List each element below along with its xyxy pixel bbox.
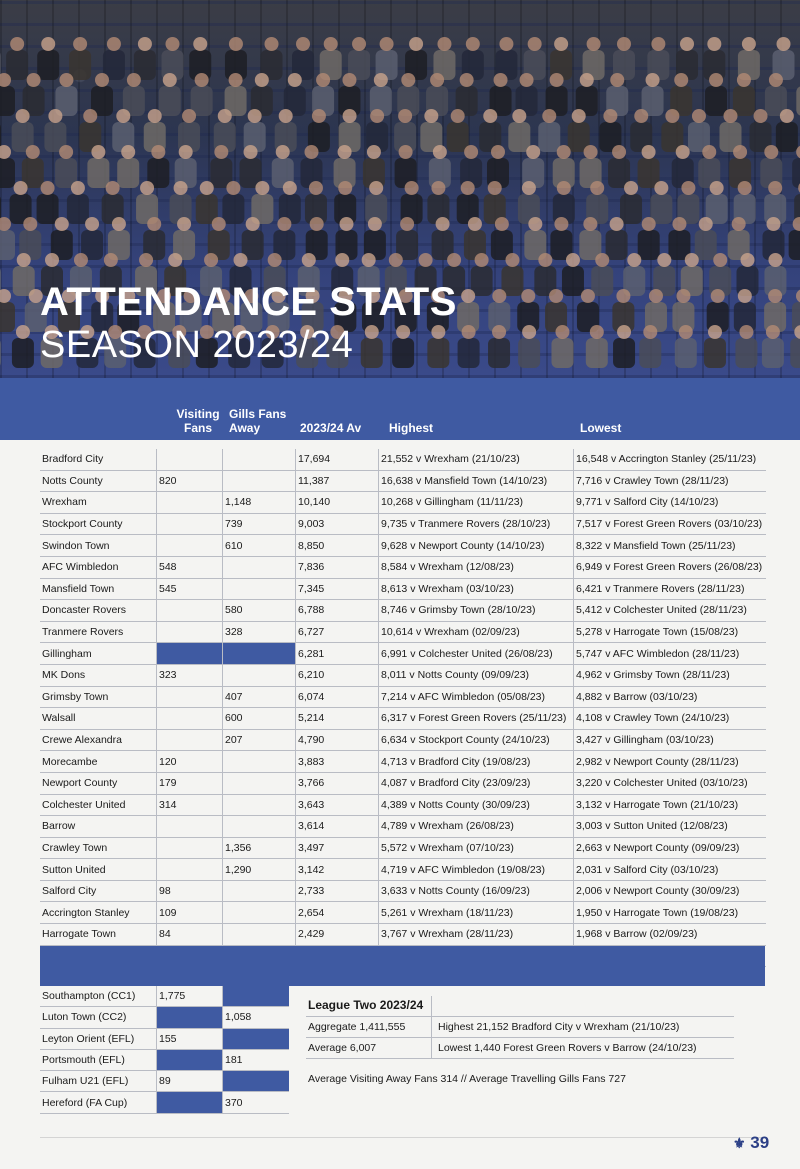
lowest-attendance-cell: 9,771 v Salford City (14/10/23) (574, 492, 767, 514)
highest-attendance-cell: 8,584 v Wrexham (12/08/23) (379, 556, 574, 578)
club-name-cell: Crewe Alexandra (40, 729, 157, 751)
highest-attendance-cell: 4,789 v Wrexham (26/08/23) (379, 816, 574, 838)
visiting-fans-cell (157, 729, 223, 751)
visiting-fans-cell: 548 (157, 556, 223, 578)
visiting-fans-cell: 109 (157, 902, 223, 924)
lowest-attendance-cell: 16,548 v Accrington Stanley (25/11/23) (574, 449, 767, 470)
header-lowest: Lowest (580, 421, 622, 435)
highest-attendance-cell: 9,735 v Tranmere Rovers (28/10/23) (379, 513, 574, 535)
table-row (40, 816, 766, 838)
visiting-fans-cell (157, 816, 223, 838)
table-row (40, 492, 766, 514)
summary-rule (306, 1016, 734, 1017)
season-average-cell: 2,733 (296, 880, 379, 902)
highest-attendance-cell: 10,614 v Wrexham (02/09/23) (379, 621, 574, 643)
visiting-fans-cell: 1,775 (157, 986, 223, 1007)
club-crest-icon: ⚜ (733, 1135, 746, 1151)
visiting-fans-cell (157, 621, 223, 643)
season-average-cell: 3,766 (296, 772, 379, 794)
lowest-attendance-cell: 3,003 v Sutton United (12/08/23) (574, 816, 767, 838)
league-attendance-table (40, 449, 766, 967)
season-average-cell: 6,727 (296, 621, 379, 643)
gills-fans-away-cell: 600 (223, 708, 296, 730)
season-average-cell: 2,429 (296, 924, 379, 946)
table-row (40, 600, 766, 622)
summary-rule (306, 1058, 734, 1059)
visiting-fans-cell: 84 (157, 924, 223, 946)
season-average-cell: 11,387 (296, 470, 379, 492)
lowest-attendance-cell: 3,220 v Colchester United (03/10/23) (574, 772, 767, 794)
gills-fans-away-cell (223, 816, 296, 838)
season-average-cell: 7,836 (296, 556, 379, 578)
table-row (40, 902, 766, 924)
visiting-fans-cell (157, 1007, 223, 1028)
season-average-cell: 9,003 (296, 513, 379, 535)
section-divider-band (40, 946, 765, 986)
club-name-cell: Notts County (40, 470, 157, 492)
table-row (40, 751, 766, 773)
gills-fans-away-cell (223, 794, 296, 816)
club-name-cell: Swindon Town (40, 535, 157, 557)
highest-attendance-cell: 3,767 v Wrexham (28/11/23) (379, 924, 574, 946)
table-row (40, 1049, 289, 1070)
season-average-cell: 2,654 (296, 902, 379, 924)
cup-opponent-cell: Fulham U21 (EFL) (40, 1071, 157, 1092)
highest-attendance-cell: 5,261 v Wrexham (18/11/23) (379, 902, 574, 924)
club-name-cell: Accrington Stanley (40, 902, 157, 924)
lowest-attendance-cell: 6,421 v Tranmere Rovers (28/11/23) (574, 578, 767, 600)
table-row (40, 1071, 289, 1092)
gills-fans-away-cell (223, 643, 296, 665)
summary-rule (306, 1037, 734, 1038)
table-row (40, 729, 766, 751)
season-average-cell: 5,214 (296, 708, 379, 730)
club-name-cell: Crawley Town (40, 837, 157, 859)
visiting-fans-cell: 545 (157, 578, 223, 600)
gills-fans-away-cell: 580 (223, 600, 296, 622)
cup-opponent-cell: Luton Town (CC2) (40, 1007, 157, 1028)
visiting-fans-cell: 323 (157, 664, 223, 686)
cup-opponent-cell: Portsmouth (EFL) (40, 1049, 157, 1070)
highest-attendance-cell: 8,613 v Wrexham (03/10/23) (379, 578, 574, 600)
lowest-attendance-cell: 3,427 v Gillingham (03/10/23) (574, 729, 767, 751)
highest-attendance-cell: 4,389 v Notts County (30/09/23) (379, 794, 574, 816)
header-gills-fans-away: Gills Fans Away (229, 407, 287, 435)
lowest-attendance-cell: 5,747 v AFC Wimbledon (28/11/23) (574, 643, 767, 665)
visiting-fans-cell: 155 (157, 1028, 223, 1049)
gills-fans-away-cell (223, 880, 296, 902)
table-row (40, 1092, 289, 1113)
visiting-fans-cell: 120 (157, 751, 223, 773)
header-average: 2023/24 Av (300, 421, 362, 435)
table-row (40, 924, 766, 946)
lowest-attendance-cell: 8,322 v Mansfield Town (25/11/23) (574, 535, 767, 557)
club-name-cell: Morecambe (40, 751, 157, 773)
lowest-attendance-cell: 5,412 v Colchester United (28/11/23) (574, 600, 767, 622)
season-average-cell: 3,497 (296, 837, 379, 859)
season-average-cell: 3,883 (296, 751, 379, 773)
highest-attendance-cell: 7,214 v AFC Wimbledon (05/08/23) (379, 686, 574, 708)
visiting-fans-cell (157, 449, 223, 470)
club-name-cell: AFC Wimbledon (40, 556, 157, 578)
visiting-fans-cell: 98 (157, 880, 223, 902)
club-name-cell: Barrow (40, 816, 157, 838)
highest-attendance-cell: 4,719 v AFC Wimbledon (19/08/23) (379, 859, 574, 881)
table-row (40, 986, 289, 1007)
visiting-fans-cell (157, 1092, 223, 1113)
gills-fans-away-cell: 370 (223, 1092, 290, 1113)
table-row (40, 643, 766, 665)
gills-fans-away-cell: 1,148 (223, 492, 296, 514)
season-average-cell: 6,074 (296, 686, 379, 708)
lowest-attendance-cell: 5,278 v Harrogate Town (15/08/23) (574, 621, 767, 643)
visiting-fans-cell (157, 837, 223, 859)
table-row (40, 772, 766, 794)
lowest-attendance-cell: 6,949 v Forest Green Rovers (26/08/23) (574, 556, 767, 578)
gills-fans-away-cell (223, 902, 296, 924)
lowest-attendance-cell: 7,517 v Forest Green Rovers (03/10/23) (574, 513, 767, 535)
gills-fans-away-cell (223, 1028, 290, 1049)
gills-fans-away-cell: 181 (223, 1049, 290, 1070)
highest-attendance-cell: 16,638 v Mansfield Town (14/10/23) (379, 470, 574, 492)
cup-opponent-cell: Southampton (CC1) (40, 986, 157, 1007)
visiting-fans-cell (157, 535, 223, 557)
page-number (733, 1133, 769, 1153)
summary-title: League Two 2023/24 (308, 998, 424, 1012)
cup-opponent-cell: Leyton Orient (EFL) (40, 1028, 157, 1049)
table-row (40, 1007, 289, 1028)
table-row (40, 621, 766, 643)
club-name-cell: MK Dons (40, 664, 157, 686)
table-row (40, 578, 766, 600)
summary-aggregate: Aggregate 1,411,555 (308, 1021, 406, 1033)
highest-attendance-cell: 9,628 v Newport County (14/10/23) (379, 535, 574, 557)
season-average-cell: 17,694 (296, 449, 379, 470)
gills-fans-away-cell: 610 (223, 535, 296, 557)
club-name-cell: Salford City (40, 880, 157, 902)
table-row (40, 686, 766, 708)
gills-fans-away-cell (223, 578, 296, 600)
table-row (40, 880, 766, 902)
club-name-cell: Harrogate Town (40, 924, 157, 946)
gills-fans-away-cell (223, 751, 296, 773)
table-row (40, 535, 766, 557)
lowest-attendance-cell: 2,006 v Newport County (30/09/23) (574, 880, 767, 902)
gills-fans-away-cell (223, 556, 296, 578)
gills-fans-away-cell: 207 (223, 729, 296, 751)
club-name-cell: Stockport County (40, 513, 157, 535)
season-average-cell: 8,850 (296, 535, 379, 557)
gills-fans-away-cell (223, 664, 296, 686)
club-name-cell: Doncaster Rovers (40, 600, 157, 622)
season-average-cell: 3,643 (296, 794, 379, 816)
gills-fans-away-cell: 739 (223, 513, 296, 535)
season-average-cell: 7,345 (296, 578, 379, 600)
title-line-2: SEASON 2023/24 (40, 324, 354, 366)
highest-attendance-cell: 5,572 v Wrexham (07/10/23) (379, 837, 574, 859)
lowest-attendance-cell: 1,950 v Harrogate Town (19/08/23) (574, 902, 767, 924)
hero-photo (0, 0, 800, 378)
table-row (40, 1028, 289, 1049)
highest-attendance-cell: 4,713 v Bradford City (19/08/23) (379, 751, 574, 773)
lowest-attendance-cell: 2,982 v Newport County (28/11/23) (574, 751, 767, 773)
table-row (40, 664, 766, 686)
table-row (40, 837, 766, 859)
visiting-fans-cell (157, 643, 223, 665)
title-line-1: ATTENDANCE STATS (40, 280, 457, 324)
gills-fans-away-cell: 407 (223, 686, 296, 708)
lowest-attendance-cell: 4,962 v Grimsby Town (28/11/23) (574, 664, 767, 686)
visiting-fans-cell (157, 600, 223, 622)
highest-attendance-cell: 6,991 v Colchester United (26/08/23) (379, 643, 574, 665)
page-title (40, 282, 457, 364)
gills-fans-away-cell: 328 (223, 621, 296, 643)
gills-fans-away-cell (223, 986, 290, 1007)
visiting-fans-cell (157, 492, 223, 514)
highest-attendance-cell: 6,317 v Forest Green Rovers (25/11/23) (379, 708, 574, 730)
table-row (40, 708, 766, 730)
cup-opponent-cell: Hereford (FA Cup) (40, 1092, 157, 1113)
highest-attendance-cell: 21,552 v Wrexham (21/10/23) (379, 449, 574, 470)
club-name-cell: Newport County (40, 772, 157, 794)
season-average-cell: 10,140 (296, 492, 379, 514)
visiting-fans-cell (157, 1049, 223, 1070)
highest-attendance-cell: 4,087 v Bradford City (23/09/23) (379, 772, 574, 794)
visiting-fans-cell: 314 (157, 794, 223, 816)
visiting-fans-cell (157, 708, 223, 730)
gills-fans-away-cell: 1,290 (223, 859, 296, 881)
club-name-cell: Bradford City (40, 449, 157, 470)
gills-fans-away-cell (223, 1071, 290, 1092)
summary-divider (431, 996, 432, 1058)
summary-highest: Highest 21,152 Bradford City v Wrexham (21/10/23) (438, 1021, 680, 1033)
club-name-cell: Walsall (40, 708, 157, 730)
lowest-attendance-cell: 2,031 v Salford City (03/10/23) (574, 859, 767, 881)
visiting-fans-cell: 89 (157, 1071, 223, 1092)
table-row (40, 449, 766, 470)
season-average-cell: 4,790 (296, 729, 379, 751)
summary-average: Average 6,007 (308, 1042, 377, 1054)
visiting-fans-cell: 179 (157, 772, 223, 794)
club-name-cell: Wrexham (40, 492, 157, 514)
gills-fans-away-cell: 1,356 (223, 837, 296, 859)
table-row (40, 470, 766, 492)
highest-attendance-cell: 6,634 v Stockport County (24/10/23) (379, 729, 574, 751)
header-highest: Highest (389, 421, 434, 435)
lowest-attendance-cell: 4,108 v Crawley Town (24/10/23) (574, 708, 767, 730)
highest-attendance-cell: 8,746 v Grimsby Town (28/10/23) (379, 600, 574, 622)
summary-lowest: Lowest 1,440 Forest Green Rovers v Barrow (24/10/23) (438, 1042, 697, 1054)
visiting-fans-cell: 820 (157, 470, 223, 492)
highest-attendance-cell: 3,633 v Notts County (16/09/23) (379, 880, 574, 902)
season-average-cell: 6,788 (296, 600, 379, 622)
visiting-fans-cell (157, 513, 223, 535)
club-name-cell: Colchester United (40, 794, 157, 816)
season-average-cell: 3,142 (296, 859, 379, 881)
gills-fans-away-cell: 1,058 (223, 1007, 290, 1028)
club-name-cell: Sutton United (40, 859, 157, 881)
season-average-cell: 3,614 (296, 816, 379, 838)
lowest-attendance-cell: 3,132 v Harrogate Town (21/10/23) (574, 794, 767, 816)
club-name-cell: Grimsby Town (40, 686, 157, 708)
club-name-cell: Gillingham (40, 643, 157, 665)
lowest-attendance-cell: 2,663 v Newport County (09/09/23) (574, 837, 767, 859)
gills-fans-away-cell (223, 924, 296, 946)
lowest-attendance-cell: 1,968 v Barrow (02/09/23) (574, 924, 767, 946)
header-visiting-fans: Visiting Fans (176, 407, 220, 435)
lowest-attendance-cell: 7,716 v Crawley Town (28/11/23) (574, 470, 767, 492)
highest-attendance-cell: 8,011 v Notts County (09/09/23) (379, 664, 574, 686)
table-row (40, 513, 766, 535)
page-number-text: 39 (750, 1133, 770, 1152)
gills-fans-away-cell (223, 449, 296, 470)
highest-attendance-cell: 10,268 v Gillingham (11/11/23) (379, 492, 574, 514)
lowest-attendance-cell: 4,882 v Barrow (03/10/23) (574, 686, 767, 708)
table-row (40, 794, 766, 816)
season-average-cell: 6,210 (296, 664, 379, 686)
gills-fans-away-cell (223, 772, 296, 794)
summary-footnote: Average Visiting Away Fans 314 // Average Travelling Gills Fans 727 (308, 1073, 626, 1085)
table-row (40, 556, 766, 578)
footer-rule (40, 1137, 765, 1138)
cup-attendance-table (40, 986, 289, 1114)
table-row (40, 859, 766, 881)
club-name-cell: Mansfield Town (40, 578, 157, 600)
visiting-fans-cell (157, 686, 223, 708)
season-average-cell: 6,281 (296, 643, 379, 665)
gills-fans-away-cell (223, 470, 296, 492)
visiting-fans-cell (157, 859, 223, 881)
club-name-cell: Tranmere Rovers (40, 621, 157, 643)
